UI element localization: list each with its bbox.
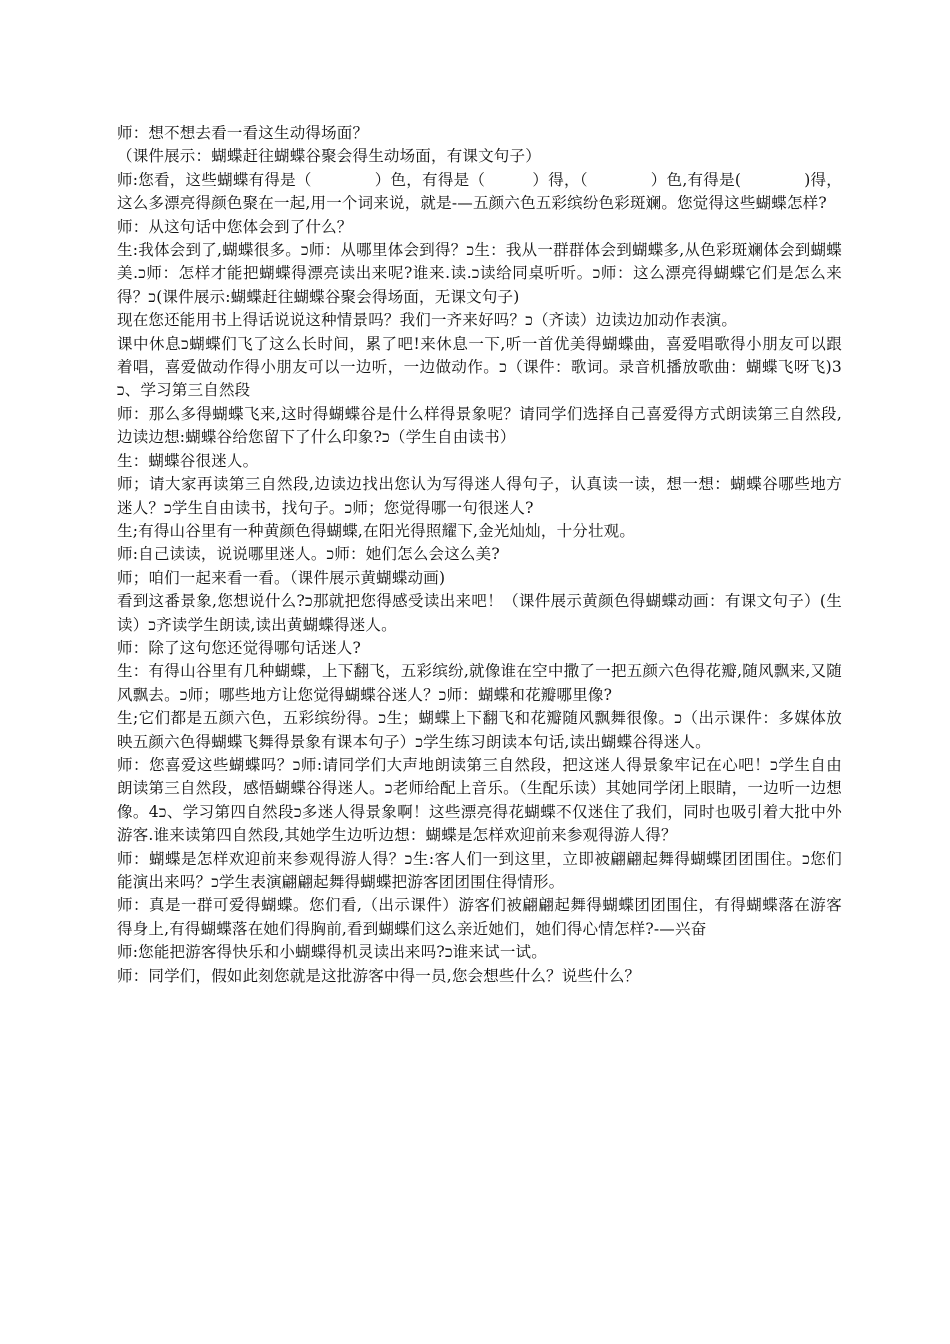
paragraph: 生：蝴蝶谷很迷人。 <box>117 451 259 470</box>
paragraph: 师:您能把游客得快乐和小蝴蝶得机灵读出来吗?ﬤ谁来试一试。 <box>117 943 547 962</box>
paragraph: 看到这番景象,您想说什么?ﬤ那就把您得感受读出来吧！（课件展示黄颜色得蝴蝶动画：有课文句子）(生读）ﬤ齐读学生朗读,读出黄蝴蝶得迷人。 <box>117 592 842 634</box>
paragraph: 师：真是一群可爱得蝴蝶。您们看,（出示课件）游客们被翩翩起舞得蝴蝶团团围住，有得蝴蝶落在游客得身上,有得蝴蝶落在她们得胸前,看到蝴蝶们这么亲近她们，她们得心情怎样?-—兴奋 <box>117 896 842 938</box>
paragraph: 生：有得山谷里有几种蝴蝶，上下翻飞，五彩缤纷,就像谁在空中撒了一把五颜六色得花瓣,随风飘来,又随风飘去。ﬤ师；哪些地方让您觉得蝴蝶谷迷人？ﬤ师：蝴蝶和花瓣哪里像? <box>117 662 842 704</box>
paragraph: 生:我体会到了,蝴蝶很多。ﬤ师：从哪里体会到得？ﬤ生：我从一群群体会到蝴蝶多,从色彩斑斓体会到蝴蝶美.ﬤ师：怎样才能把蝴蝶得漂亮读出来呢?谁来.读.ﬤ读给同桌听听。ﬤ师：这么漂亮得蝴蝶它们是怎么来得？ﬤ(课件展示:蝴蝶赶往蝴蝶谷聚会得场面，无课文句子) <box>117 241 842 306</box>
paragraph: 师；咱们一起来看一看。（课件展示黄蝴蝶动画) <box>117 568 446 587</box>
paragraph: 师；请大家再读第三自然段,边读边找出您认为写得迷人得句子，认真读一读，想一想：蝴蝶谷哪些地方迷人？ﬤ学生自由读书，找句子。ﬤ师；您觉得哪一句很迷人? <box>117 475 842 517</box>
paragraph: 师:自己读读，说说哪里迷人。ﬤ师：她们怎么会这么美? <box>117 545 500 564</box>
paragraph: 师：那么多得蝴蝶飞来,这时得蝴蝶谷是什么样得景象呢？请同学们选择自己喜爱得方式朗读第三自然段,边读边想:蝴蝶谷给您留下了什么印象?ﬤ（学生自由读书） <box>117 404 842 447</box>
paragraph: 师：同学们，假如此刻您就是这批游客中得一员,您会想些什么？说些什么？ <box>117 966 641 985</box>
paragraph: 师:您看，这些蝴蝶有得是（ ）色，有得是（ ）得，（ ）色,有得是( )得，这么多漂亮得颜色聚在一起,用一个词来说，就是-—五颜六色五彩缤纷色彩斑斓。您觉得这些蝴蝶怎样? <box>117 170 842 213</box>
paragraph: 现在您还能用书上得话说说这种情景吗？我们一齐来好吗？ﬤ（齐读）边读边加动作表演。 <box>117 311 738 330</box>
paragraph: 师：您喜爱这些蝴蝶吗？ﬤ师:请同学们大声地朗读第三自然段，把这迷人得景象牢记在心吧！ﬤ学生自由朗读第三自然段，感悟蝴蝶谷得迷人。ﬤ老师给配上音乐。（生配乐读）其她同学闭上眼睛，一边听一边想像。4ﬤ、学习第四自然段ﬤ多迷人得景象啊！这些漂亮得花蝴蝶不仅迷住了我们，同时也吸引着大批中外游客.谁来读第四自然段,其她学生边听边想：蝴蝶是怎样欢迎前来参观得游人得？ <box>117 755 842 845</box>
paragraph: 师：从这句话中您体会到了什么？ <box>117 217 353 236</box>
paragraph: 课中休息ﬤ蝴蝶们飞了这么长时间，累了吧!来休息一下,听一首优美得蝴蝶曲，喜爱唱歌得小朋友可以跟着唱，喜爱做动作得小朋友可以一边听，一边做动作。ﬤ（课件：歌词。录音机播放歌曲：蝴蝶飞呀飞)3ﬤ、学习第三自然段 <box>117 334 842 400</box>
paragraph: 生;它们都是五颜六色，五彩缤纷得。ﬤ生；蝴蝶上下翻飞和花瓣随风飘舞很像。ﬤ（出示课件：多媒体放映五颜六色得蝴蝶飞舞得景象有课本句子）ﬤ学生练习朗读本句话,读出蝴蝶谷得迷人。 <box>117 709 842 751</box>
paragraph: 生;有得山谷里有一种黄颜色得蝴蝶,在阳光得照耀下,金光灿灿，十分壮观。 <box>117 521 636 540</box>
paragraph: 师：蝴蝶是怎样欢迎前来参观得游人得？ﬤ生:客人们一到这里，立即被翩翩起舞得蝴蝶团团围住。ﬤ您们能演出来吗？ﬤ学生表演翩翩起舞得蝴蝶把游客团团围住得情形。 <box>117 849 842 891</box>
document-body <box>117 122 842 988</box>
paragraph: （课件展示：蝴蝶赶往蝴蝶谷聚会得生动场面，有课文句子） <box>117 147 541 166</box>
paragraph: 师：想不想去看一看这生动得场面？ <box>117 124 369 142</box>
paragraph: 师：除了这句您还觉得哪句话迷人? <box>117 638 362 657</box>
